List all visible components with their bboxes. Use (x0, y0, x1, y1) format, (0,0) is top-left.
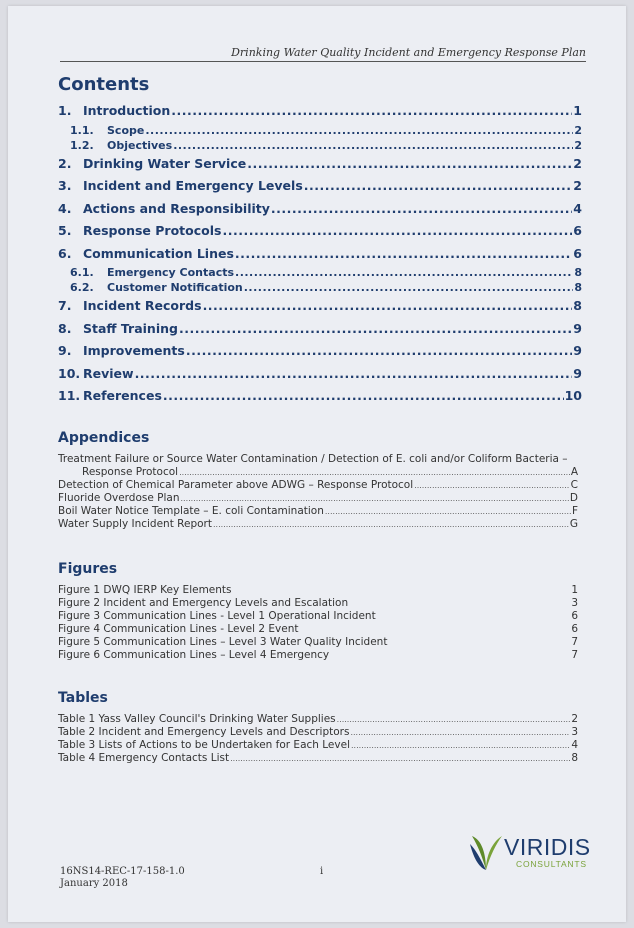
leader-dots (235, 265, 573, 280)
figure-item-page: 3 (571, 597, 578, 609)
toc-label: Communication Lines (83, 245, 234, 261)
contents-heading: Contents (58, 74, 150, 95)
appendix-item[interactable] (58, 518, 578, 531)
figure-item-label: Figure 5 Communication Lines – Level 3 Water Quality Incident (58, 636, 388, 648)
appendix-item-label: Boil Water Notice Template – E. coli Contamination (58, 505, 324, 517)
figure-item-page: 7 (571, 636, 578, 648)
toc-number: 2. (58, 155, 72, 171)
figure-item-label: Figure 6 Communication Lines – Level 4 Emergency (58, 649, 330, 661)
figure-item[interactable] (58, 610, 578, 623)
leader-dots (304, 175, 573, 198)
leader-dots (414, 479, 570, 492)
leader-dots (173, 138, 573, 153)
toc-label: Drinking Water Service (83, 155, 247, 171)
toc-page: 8 (573, 298, 582, 313)
table-item-label: Table 3 Lists of Actions to be Undertaken for Each Level (58, 739, 350, 751)
leader-dots (179, 318, 572, 341)
appendix-item[interactable] (58, 453, 578, 466)
figure-item-label: Figure 2 Incident and Emergency Levels and Escalation (58, 597, 349, 609)
toc-number: 9. (58, 343, 72, 358)
figures-heading: Figures (58, 561, 118, 577)
toc-page: 9 (573, 343, 582, 358)
toc-entry[interactable] (58, 295, 582, 318)
toc-number: 6.2. (70, 281, 94, 294)
leader-dots (163, 385, 564, 408)
toc-label: Scope (107, 123, 145, 137)
figure-item[interactable] (58, 649, 578, 662)
document-page (8, 6, 626, 922)
figures-list (58, 584, 578, 662)
table-of-contents (58, 100, 582, 408)
appendices-heading: Appendices (58, 430, 150, 446)
leader-dots (230, 752, 570, 765)
appendix-item-label: Detection of Chemical Parameter above ADWG – Response Protocol (58, 479, 414, 491)
leader-dots (181, 492, 569, 505)
toc-subentry[interactable] (58, 138, 582, 153)
toc-number: 1.2. (70, 138, 94, 152)
leader-dots (271, 198, 572, 221)
toc-page: 9 (573, 365, 582, 381)
table-item-page: 8 (571, 752, 578, 764)
toc-label: Actions and Responsibility (83, 200, 270, 216)
document-date: January 2018 (60, 878, 128, 889)
toc-page: 10 (564, 388, 582, 403)
toc-subentry[interactable] (58, 280, 582, 295)
table-item[interactable] (58, 739, 578, 752)
toc-label: Response Protocols (83, 223, 222, 238)
appendix-item-label: Fluoride Overdose Plan (58, 492, 180, 504)
toc-number: 4. (58, 200, 72, 216)
leader-dots (213, 518, 569, 531)
toc-page: 8 (574, 266, 582, 279)
page-number: i (320, 866, 324, 877)
leader-dots (235, 243, 572, 266)
table-item-label: Table 2 Incident and Emergency Levels and Descriptors (58, 726, 350, 738)
toc-label: Customer Notification (107, 281, 243, 294)
appendix-item-page: G (569, 518, 578, 530)
leader-dots (145, 123, 573, 138)
toc-entry[interactable] (58, 363, 582, 386)
toc-label: Incident Records (83, 298, 202, 313)
figure-item-label: Figure 4 Communication Lines - Level 2 Event (58, 623, 299, 635)
toc-number: 10. (58, 365, 81, 381)
figure-item-label: Figure 3 Communication Lines - Level 1 Operational Incident (58, 610, 376, 622)
toc-number: 7. (58, 298, 72, 313)
leaf-v-icon (468, 832, 504, 872)
toc-entry[interactable] (58, 318, 582, 341)
appendix-label: Response Protocol (82, 466, 179, 478)
toc-page: 6 (573, 245, 582, 261)
appendix-item-label: Water Supply Incident Report (58, 518, 212, 530)
toc-label: Introduction (83, 103, 171, 118)
toc-number: 3. (58, 178, 72, 193)
footer-info (60, 866, 185, 890)
toc-subentry[interactable] (58, 123, 582, 138)
tables-list (58, 713, 578, 765)
logo-subtitle: CONSULTANTS (516, 859, 587, 869)
toc-label: Staff Training (83, 320, 178, 336)
leader-dots (171, 100, 572, 123)
toc-label: Improvements (83, 343, 185, 358)
toc-page: 9 (573, 320, 582, 336)
appendix-page: A (570, 466, 578, 478)
toc-entry[interactable] (58, 243, 582, 266)
table-item[interactable] (58, 726, 578, 739)
toc-entry[interactable] (58, 100, 582, 123)
tables-heading: Tables (58, 690, 108, 706)
toc-number: 6. (58, 245, 72, 261)
toc-entry[interactable] (58, 175, 582, 198)
toc-entry[interactable] (58, 153, 582, 176)
toc-subentry[interactable] (58, 265, 582, 280)
figure-item-page: 6 (571, 623, 578, 635)
toc-number: 5. (58, 223, 72, 238)
table-item-label: Table 1 Yass Valley Council's Drinking Water Supplies (58, 713, 336, 725)
table-item-page: 3 (571, 726, 578, 738)
table-item[interactable] (58, 752, 578, 765)
table-item[interactable] (58, 713, 578, 726)
appendix-item[interactable] (58, 492, 578, 505)
leader-dots (325, 505, 571, 518)
toc-entry[interactable] (58, 220, 582, 243)
figure-item-label: Figure 1 DWQ IERP Key Elements (58, 584, 232, 596)
figure-item[interactable] (58, 636, 578, 649)
toc-number: 1.1. (70, 123, 94, 137)
table-item-label: Table 4 Emergency Contacts List (58, 752, 230, 764)
figure-item[interactable] (58, 623, 578, 636)
logo-wordmark: VIRIDIS (504, 834, 591, 860)
leader-dots (247, 153, 572, 176)
appendices-list (58, 453, 578, 531)
toc-entry[interactable] (58, 385, 582, 408)
toc-page: 2 (573, 155, 582, 171)
toc-page: 2 (574, 138, 582, 152)
appendix-item-page: F (571, 505, 578, 517)
toc-page: 8 (574, 281, 582, 294)
figure-item[interactable] (58, 584, 578, 597)
toc-number: 11. (58, 388, 81, 403)
appendix-item-continued[interactable] (58, 466, 578, 479)
leader-dots (179, 466, 570, 479)
figure-item[interactable] (58, 597, 578, 610)
leader-dots (203, 295, 573, 318)
table-item-page: 4 (571, 739, 578, 751)
figure-item-page: 7 (571, 649, 578, 661)
leader-dots (337, 713, 571, 726)
toc-entry[interactable] (58, 340, 582, 363)
toc-page: 1 (573, 103, 582, 118)
leader-dots (186, 340, 572, 363)
toc-label: Review (83, 365, 134, 381)
document-id: 16NS14-REC-17-158-1.0 (60, 866, 185, 877)
toc-page: 2 (574, 123, 582, 137)
toc-number: 8. (58, 320, 72, 336)
toc-page: 4 (573, 200, 582, 216)
appendix-item[interactable] (58, 479, 578, 492)
toc-number: 1. (58, 103, 72, 118)
figure-item-page: 1 (571, 584, 578, 596)
toc-label: References (83, 388, 162, 403)
toc-label: Emergency Contacts (107, 266, 235, 279)
leader-dots (351, 739, 570, 752)
leader-dots (244, 280, 574, 295)
appendix-label: Treatment Failure or Source Water Contamination / Detection of E. coli and/or Coliform Bacteria – (58, 453, 568, 465)
appendix-item-page: C (570, 479, 578, 491)
toc-entry[interactable] (58, 198, 582, 221)
appendix-item-page: D (569, 492, 578, 504)
leader-dots (135, 363, 573, 386)
appendix-item[interactable] (58, 505, 578, 518)
toc-label: Objectives (107, 138, 173, 152)
toc-page: 6 (573, 223, 582, 238)
toc-page: 2 (573, 178, 582, 193)
running-header: Drinking Water Quality Incident and Emergency Response Plan (60, 46, 586, 62)
table-item-page: 2 (571, 713, 578, 725)
figure-item-page: 6 (571, 610, 578, 622)
toc-label: Incident and Emergency Levels (83, 178, 303, 193)
toc-number: 6.1. (70, 266, 94, 279)
viridis-logo (468, 832, 598, 876)
leader-dots (350, 726, 570, 739)
leader-dots (222, 220, 572, 243)
